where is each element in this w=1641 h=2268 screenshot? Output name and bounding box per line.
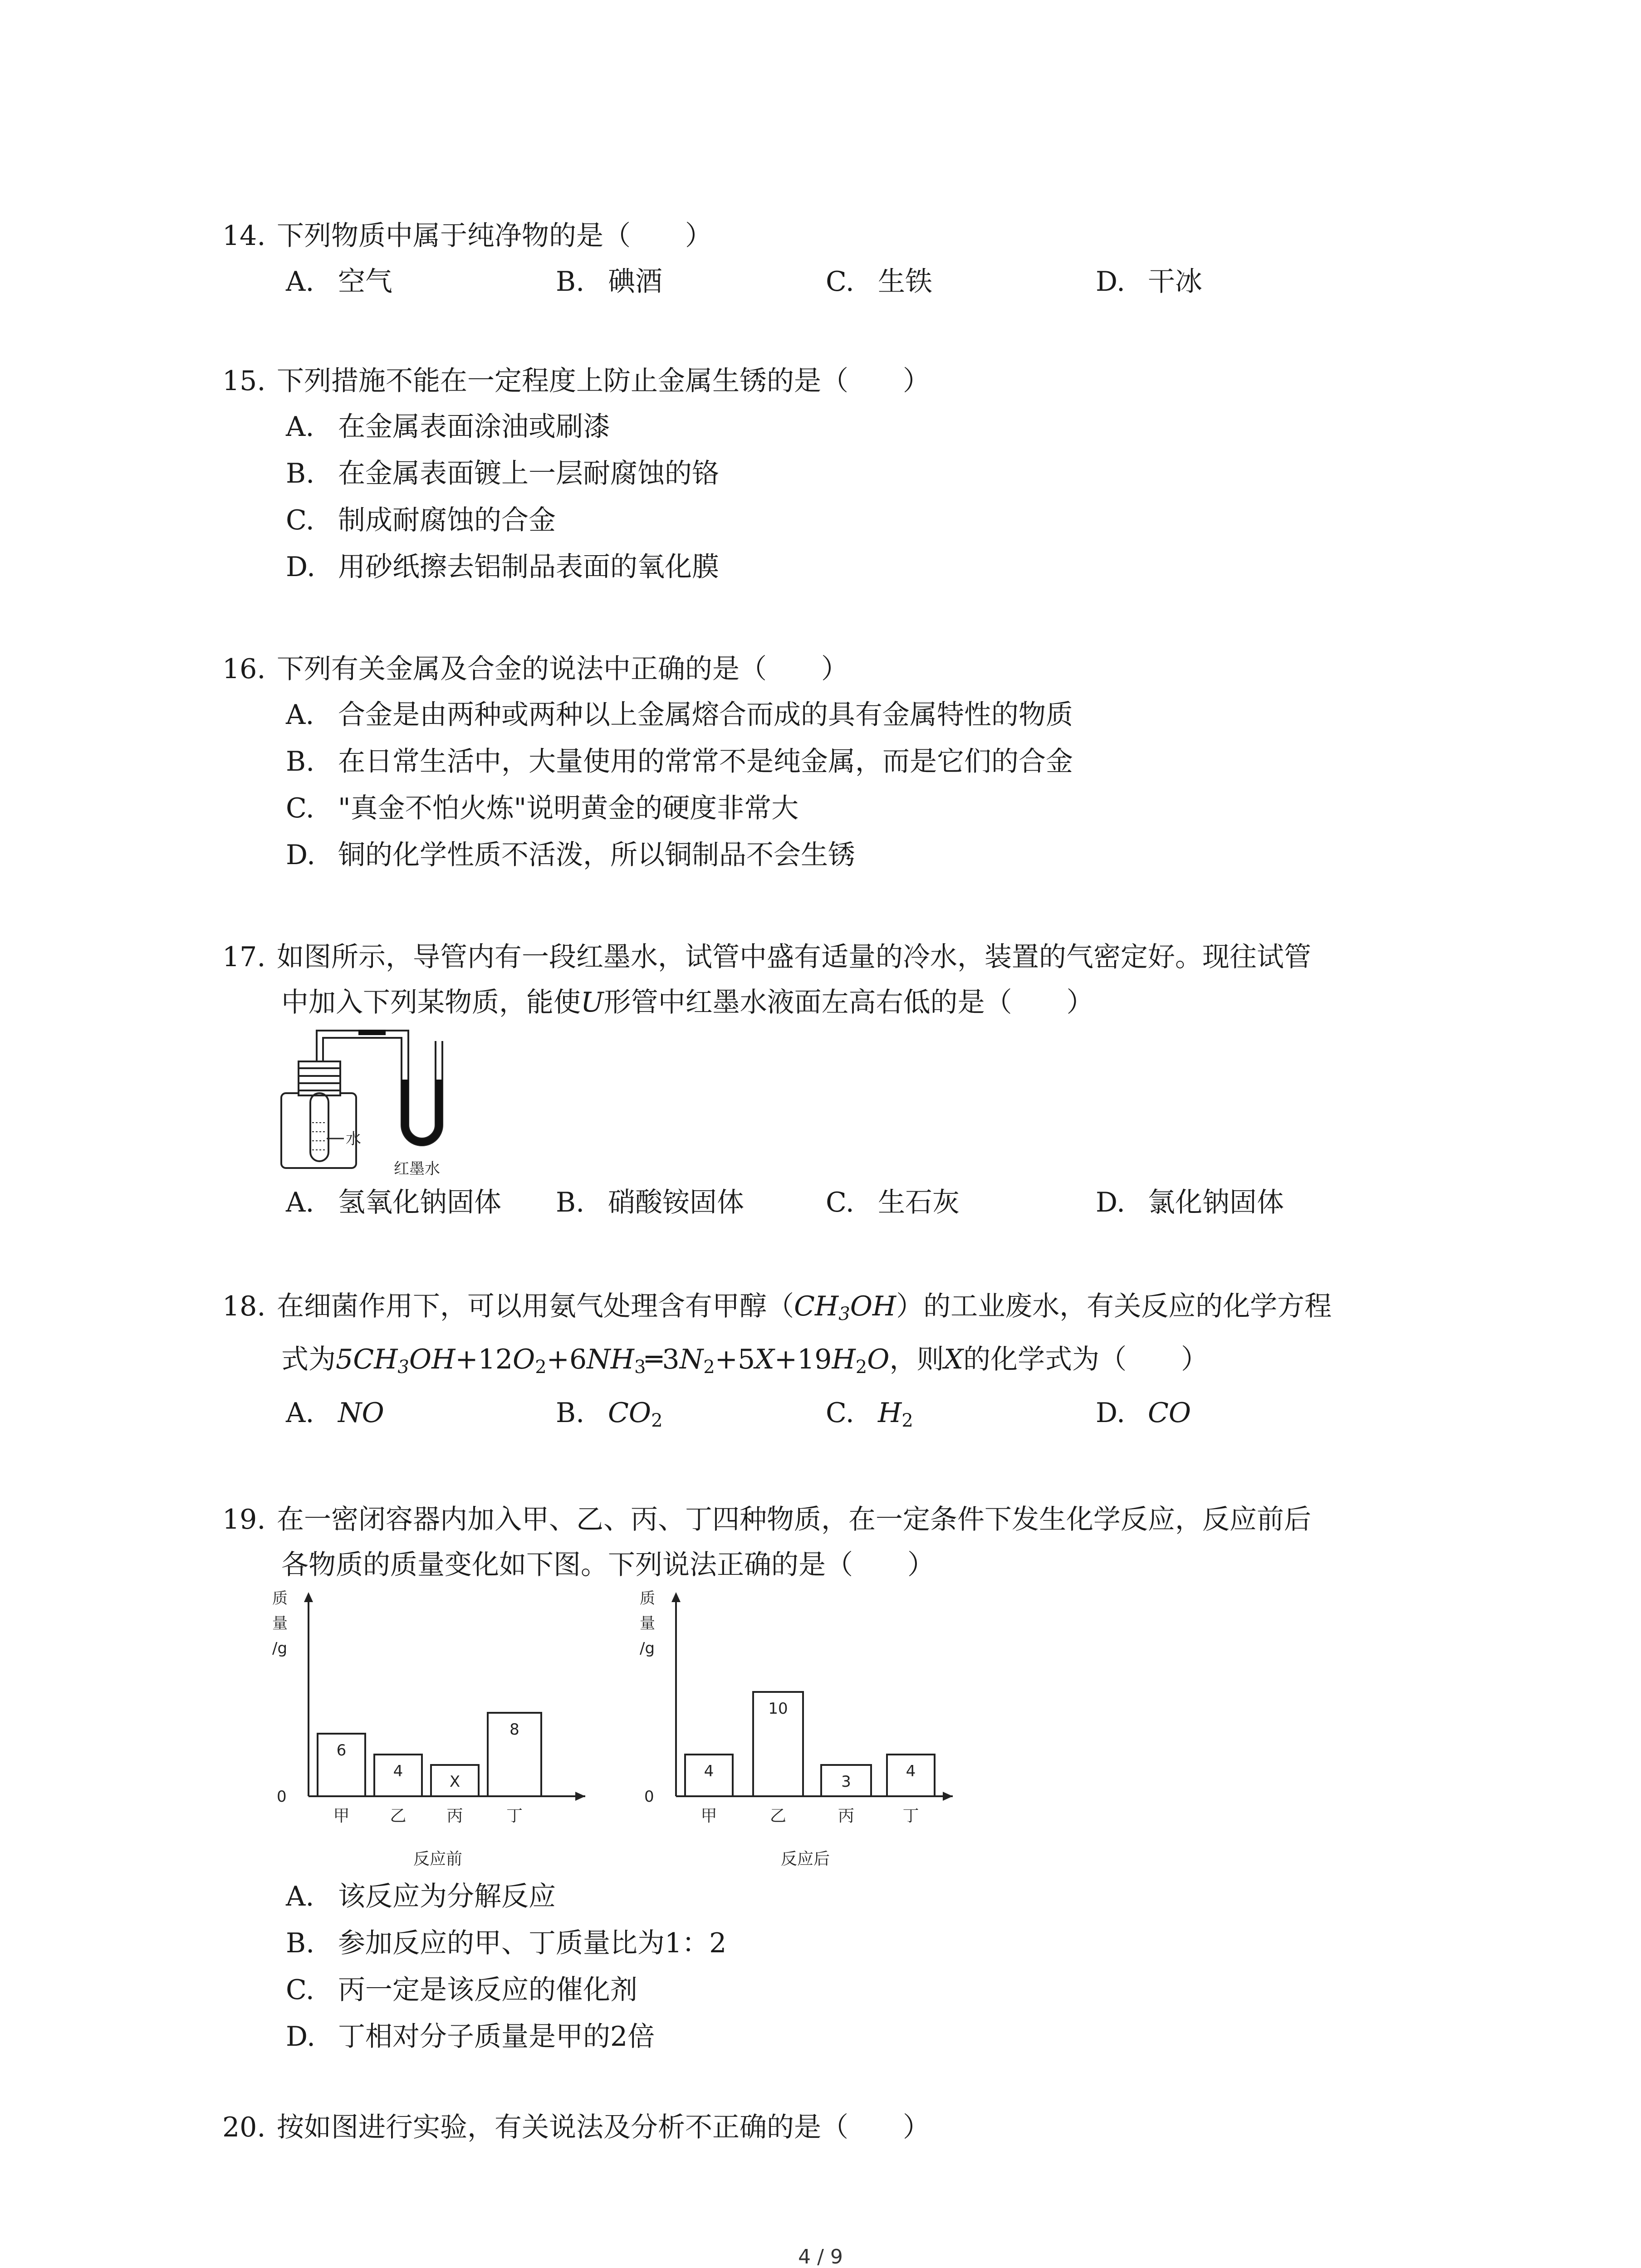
- option-d[interactable]: D. 氯化钠固体: [1096, 1187, 1284, 1218]
- category-label: 甲: [700, 1807, 717, 1825]
- category-label: 乙: [769, 1807, 787, 1825]
- question-text: 如图所示，导管内有一段红墨水，试管中盛有适量的冷水，装置的气密定好。现往试管: [277, 941, 1311, 973]
- page-number: 4 / 9: [798, 2245, 843, 2268]
- question-15: [222, 358, 1447, 591]
- y-axis-label: 质: [640, 1589, 655, 1608]
- y-axis-label: 量: [640, 1614, 655, 1633]
- option-a[interactable]: A. 该反应为分解反应: [286, 1881, 556, 1912]
- question-text-cont: 各物质的质量变化如下图。下列说法正确的是（ ）: [281, 1549, 935, 1581]
- chart-title: 反应前: [413, 1850, 463, 1868]
- question-19-options: [222, 1873, 1447, 2060]
- option-a[interactable]: A. 在金属表面涂油或刷漆: [286, 411, 610, 443]
- option-d[interactable]: D. 干冰: [1096, 266, 1202, 298]
- option-a[interactable]: A. 氢氧化钠固体: [286, 1187, 501, 1218]
- y-axis-label: 质: [272, 1589, 288, 1608]
- category-label: 乙: [390, 1807, 407, 1825]
- option-c[interactable]: C. 制成耐腐蚀的合金: [286, 504, 556, 536]
- question-text: 在一密闭容器内加入甲、乙、丙、丁四种物质，在一定条件下发生化学反应，反应前后: [277, 1504, 1311, 1535]
- option-b[interactable]: B. $CO_2$: [556, 1397, 663, 1431]
- bar-value-label: 4: [704, 1762, 714, 1780]
- test-tube: [310, 1093, 328, 1161]
- option-b[interactable]: B. 硝酸铵固体: [556, 1187, 744, 1218]
- bar-value-label: 4: [906, 1762, 916, 1780]
- reaction-equation: 式为$5CH_3OH+12O_2+6NH_3═3N_2+5X+19H_2O$，则X的化学式为（ ）: [281, 1344, 1209, 1378]
- bar-value-label: 6: [336, 1741, 347, 1760]
- option-d[interactable]: D. 用砂纸擦去铝制品表面的氧化膜: [286, 551, 719, 583]
- options: [222, 1179, 1447, 1226]
- question-number: 18.: [222, 1290, 266, 1322]
- option-c[interactable]: C. 生铁: [826, 266, 932, 298]
- option-c[interactable]: C. 丙一定是该反应的催化剂: [286, 1974, 637, 2006]
- chart-after-reaction: [635, 1583, 989, 1878]
- x-axis-arrow: [943, 1792, 953, 1801]
- question-19: [222, 1497, 1447, 1588]
- question-number: 20.: [222, 2112, 266, 2143]
- category-label: 丙: [838, 1807, 855, 1825]
- question-14: [222, 213, 1447, 305]
- question-17: [222, 934, 1447, 1025]
- bar-value-label: 4: [393, 1762, 403, 1780]
- y-axis-arrow: [671, 1592, 681, 1602]
- question-number: 17.: [222, 941, 266, 973]
- options: [222, 259, 1447, 305]
- y-axis-label: 量: [272, 1614, 288, 1633]
- bar-value-label: X: [449, 1773, 460, 1791]
- x-axis-arrow: [575, 1792, 585, 1801]
- y-axis-label: /g: [640, 1639, 655, 1657]
- bar-value-label: 10: [768, 1700, 788, 1718]
- question-20: [222, 2105, 1447, 2150]
- option-c[interactable]: C. "真金不怕火炼"说明黄金的硬度非常大: [286, 792, 799, 824]
- origin-label: 0: [277, 1788, 287, 1806]
- chart-title: 反应后: [780, 1850, 830, 1868]
- option-d[interactable]: D. 铜的化学性质不活泼，所以铜制品不会生锈: [286, 839, 855, 871]
- option-b[interactable]: B. 在日常生活中，大量使用的常常不是纯金属，而是它们的合金: [286, 746, 1073, 777]
- origin-label: 0: [644, 1788, 654, 1806]
- label-red-ink: 红墨水: [394, 1160, 440, 1178]
- question-text-cont: 中加入下列某物质，能使U形管中红墨水液面左高右低的是（ ）: [281, 987, 1094, 1018]
- category-label: 丁: [506, 1807, 523, 1825]
- question-number: 16.: [222, 653, 266, 685]
- question-18: 18. 在细菌作用下，可以用氨气处理含有甲醇$(CH_3OH)$的工业废水，有关反应的化学方程 式为$5CH_3OH+12O_2+6NH_3═3N_2+5X+19H_2O$，则X的化学式为（ ） A. NO B. $CO_2$ C. $H_2$ D. CO: [222, 1284, 1447, 1444]
- bar-value-label: 8: [509, 1721, 519, 1739]
- y-axis-arrow: [304, 1592, 313, 1602]
- question-number: 14.: [222, 220, 266, 252]
- option-d[interactable]: D. CO: [1096, 1397, 1191, 1429]
- bar-value-label: 3: [841, 1773, 851, 1791]
- question-number: 19.: [222, 1504, 266, 1535]
- question-number: 15.: [222, 365, 266, 397]
- category-label: 丁: [902, 1807, 919, 1825]
- label-water: 水: [346, 1130, 361, 1148]
- option-a[interactable]: A. NO: [286, 1397, 384, 1429]
- y-axis-label: /g: [272, 1639, 288, 1657]
- option-a[interactable]: A. 空气: [286, 266, 392, 298]
- option-b[interactable]: B. 在金属表面镀上一层耐腐蚀的铬: [286, 458, 719, 489]
- question-text: 下列物质中属于纯净物的是（ ）: [277, 220, 712, 252]
- question-16: [222, 646, 1447, 879]
- option-c[interactable]: C. $H_2$: [826, 1397, 913, 1431]
- red-ink: [402, 1080, 442, 1145]
- options: [222, 1390, 1447, 1444]
- chart-before-reaction: [268, 1583, 622, 1878]
- option-a[interactable]: A. 合金是由两种或两种以上金属熔合而成的具有金属特性的物质: [286, 699, 1073, 731]
- option-c[interactable]: C. 生石灰: [826, 1187, 960, 1218]
- option-b[interactable]: B. 碘酒: [556, 266, 662, 298]
- apparatus-diagram: [272, 1025, 526, 1179]
- question-text: 按如图进行实验，有关说法及分析不正确的是（ ）: [277, 2112, 930, 2143]
- question-text: 下列有关金属及合金的说法中正确的是（ ）: [277, 653, 848, 685]
- option-b[interactable]: B. 参加反应的甲、丁质量比为1：2: [286, 1927, 727, 1959]
- option-d[interactable]: D. 丁相对分子质量是甲的2倍: [286, 2021, 655, 2053]
- bottle: [281, 1093, 356, 1168]
- category-label: 甲: [333, 1807, 350, 1825]
- category-label: 丙: [446, 1807, 463, 1825]
- question-text: 下列措施不能在一定程度上防止金属生锈的是（ ）: [277, 365, 930, 397]
- question-17-options: [222, 1179, 1447, 1226]
